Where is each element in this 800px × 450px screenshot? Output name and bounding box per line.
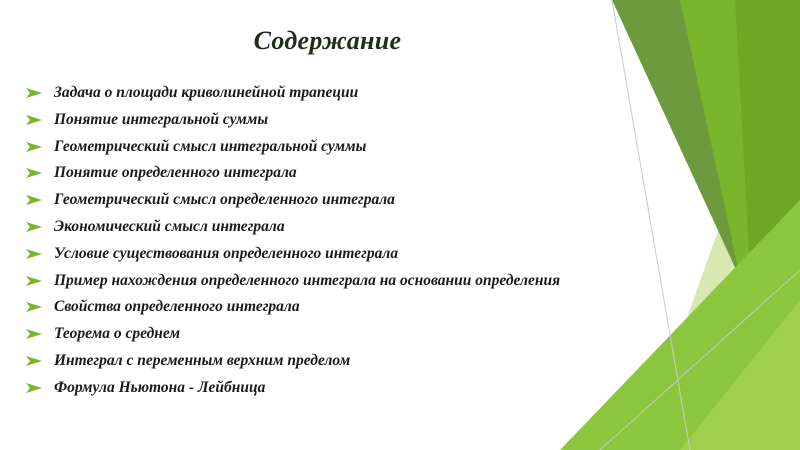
- arrow-bullet-icon: [26, 111, 54, 129]
- contents-list-item: [26, 138, 560, 165]
- contents-list-item: [26, 272, 560, 299]
- contents-item-label: Экономический смысл интеграла: [54, 217, 285, 235]
- contents-item-label: Задача о площади криволинейной трапеции: [54, 84, 359, 101]
- contents-item-label: Теорема о среднем: [54, 325, 180, 343]
- arrow-bullet-icon: [26, 298, 54, 316]
- contents-list-item: [26, 191, 560, 218]
- contents-item-label: Формула Ньютона - Лейбница: [54, 378, 266, 396]
- contents-list-item: [26, 379, 560, 406]
- contents-list-item: [26, 164, 560, 191]
- contents-list-item: [26, 325, 560, 352]
- slide-title: Содержание: [253, 26, 402, 55]
- contents-list-item: [26, 218, 560, 245]
- contents-list: [26, 84, 560, 406]
- arrow-bullet-icon: [26, 138, 54, 156]
- contents-item-label: Свойства определенного интеграла: [54, 298, 300, 316]
- contents-list-item: [26, 111, 560, 138]
- contents-item-label: Геометрический смысл определенного интеграла: [54, 191, 395, 209]
- contents-list-item: [26, 352, 560, 379]
- contents-list-item: [26, 245, 560, 272]
- contents-list-item: [26, 84, 560, 111]
- arrow-bullet-icon: [26, 84, 54, 102]
- contents-list-item: [26, 298, 560, 325]
- contents-item-label: Пример нахождения определенного интеграла на основании определения: [54, 271, 561, 289]
- arrow-bullet-icon: [26, 164, 54, 182]
- arrow-bullet-icon: [26, 272, 54, 290]
- arrow-bullet-icon: [26, 245, 54, 263]
- contents-item-label: Интеграл с переменным верхним пределом: [54, 351, 351, 369]
- contents-item-label: Понятие интегральной суммы: [54, 110, 269, 128]
- contents-item-label: Условие существования определенного интеграла: [54, 244, 399, 262]
- arrow-bullet-icon: [26, 191, 54, 209]
- arrow-bullet-icon: [26, 218, 54, 236]
- arrow-bullet-icon: [26, 352, 54, 370]
- contents-item-label: Геометрический смысл интегральной суммы: [54, 137, 367, 155]
- arrow-bullet-icon: [26, 325, 54, 343]
- contents-item-label: Понятие определенного интеграла: [54, 164, 297, 182]
- arrow-bullet-icon: [26, 379, 54, 397]
